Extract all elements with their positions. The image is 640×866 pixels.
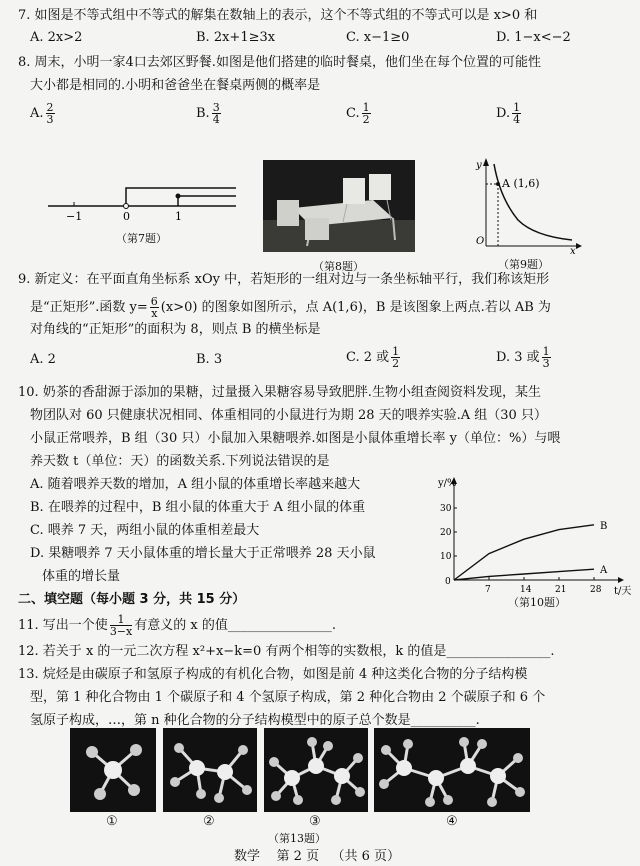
tick-label-zero: 0 [123, 210, 130, 223]
molecule-model-3 [264, 728, 368, 812]
molecule-label-4: ④ [446, 814, 458, 829]
q9-function-graph [472, 158, 582, 254]
q13-stem-line3: 氢原子构成，…，第 n 种化合物的分子结构模型中的原子总个数是__________. [30, 713, 480, 728]
q10-option-d-line2: 体重的增长量 [42, 569, 121, 584]
q8-caption: （第8题） [313, 260, 364, 273]
section-two-title: 二、填空题（每小题 3 分，共 15 分） [18, 592, 246, 607]
q10-option-b: B. 在喂养的过程中，B 组小鼠的体重大于 A 组小鼠的体重 [30, 500, 366, 515]
q13-stem-line2: 型，第 1 种化合物由 1 个碳原子和 4 个氢原子构成，第 2 种化合物由 2 个碳原子和 6 个 [30, 690, 546, 705]
q9-option-d: D. 3 或 $\frac{1}{3}$ [496, 345, 550, 370]
open-point-zero [124, 204, 129, 209]
q8-option-d: D. $\frac{1}{4}$ [496, 101, 521, 126]
q8-stem-line1: 8. 周末，小明一家4口去郊区野餐.如图是他们搭建的临时餐桌，他们坐在每个位置的可能性 [18, 55, 541, 70]
q9-stem-line2: 是“正矩形”.函数 y= $\frac{6}{x}$ (x>0) 的图象如图所示，点 A(1,6)，B 是该图象上两点.若以 AB 为 [30, 295, 551, 320]
y-tick-label: 30 [440, 504, 452, 514]
picnic-table-photo [263, 160, 415, 252]
q9-option-a: A. 2 [30, 352, 56, 367]
molecule-label-2: ② [203, 814, 215, 829]
q9-stem-line3: 对角线的“正矩形”的面积为 8，则点 B 的横坐标是 [30, 322, 321, 337]
q12-text: 12. 若关于 x 的一元二次方程 x²+x−k=0 有两个相等的实数根，k 的值是________________. [18, 644, 555, 659]
x-tick-label: 14 [520, 585, 532, 595]
q10-growth-chart [424, 476, 634, 602]
y-axis-label: y/% [438, 478, 457, 489]
y-tick-label: 20 [440, 528, 452, 538]
q10-option-d-line1: D. 果糖喂养 7 天小鼠体重的增长量大于正常喂养 28 天小鼠 [30, 546, 376, 561]
x-axis-label: t/天 [614, 586, 632, 597]
q7-option-c: C. x−1≥0 [346, 30, 410, 45]
solution-bracket-x-ge-1 [178, 196, 236, 206]
graph-y-label: y [476, 160, 482, 171]
footer-subject: 数学 [234, 849, 261, 864]
q7-option-d: D. 1−x<−2 [496, 30, 571, 45]
q11-text: 11. 写出一个使 $\frac{1}{3-x}$ 有意义的 x 的值________________. [18, 613, 336, 638]
q13-caption: （第13题） [268, 832, 326, 845]
x-tick-label: 28 [590, 585, 602, 595]
molecule-label-3: ③ [309, 814, 321, 829]
solid-point-one [176, 194, 181, 199]
solution-bracket-x-gt-0 [126, 188, 236, 206]
q8-stem-line2: 大小都是相同的.小明和爸爸坐在餐桌两侧的概率是 [30, 78, 321, 93]
q10-stem-line3: 小鼠正常喂养，B 组（30 只）小鼠加入果糖喂养.如图是小鼠体重增长率 y（单位：%）与喂 [30, 431, 561, 446]
q9-stem-line1: 9. 新定义：在平面直角坐标系 xOy 中，若矩形的一组对边与一条坐标轴平行，我们称该矩形 [18, 272, 550, 287]
x-axis-arrow [618, 577, 624, 583]
y-axis-arrow [483, 158, 489, 166]
q9-caption: （第9题） [498, 258, 549, 271]
page-footer [234, 845, 400, 864]
y-tick-label: 10 [440, 552, 452, 562]
graph-x-label: x [570, 246, 576, 254]
q7-option-b: B. 2x+1≥3x [196, 30, 276, 45]
hyperbola-curve [494, 164, 572, 240]
q10-caption: （第10题） [508, 596, 566, 609]
q8-option-b: B. $\frac{3}{4}$ [196, 101, 220, 126]
q9-option-b: B. 3 [196, 352, 223, 367]
q7-number-line-figure [48, 168, 238, 228]
molecule-label-1: ① [106, 814, 118, 829]
q10-stem-line1: 10. 奶茶的香甜源于添加的果糖，过量摄入果糖容易导致肥胖.生物小组查阅资料发现，某生 [18, 385, 541, 400]
q7-option-a: A. 2x>2 [30, 30, 83, 45]
q8-option-c: C. $\frac{1}{2}$ [346, 101, 370, 126]
tick-label-one: 1 [175, 210, 182, 223]
q7-caption: （第7题） [116, 232, 167, 245]
q8-option-a: A. $\frac{2}{3}$ [30, 101, 54, 126]
graph-origin: O [476, 236, 485, 247]
footer-total: （共 6 页） [331, 849, 401, 864]
tick-label-minus-one: −1 [66, 210, 83, 223]
series-label-A: A [600, 565, 608, 577]
origin-label: 0 [445, 577, 451, 587]
point-a-label: A (1,6) [502, 177, 540, 190]
series-line-B [454, 525, 594, 580]
x-tick-label: 7 [485, 585, 491, 595]
footer-page: 第 2 页 [276, 849, 320, 864]
q13-stem-line1: 13. 烷烃是由碳原子和氢原子构成的有机化合物，如图是前 4 种这类化合物的分子结构模 [18, 667, 528, 682]
picnic-table-illustration [263, 160, 415, 252]
q10-option-c: C. 喂养 7 天，两组小鼠的体重相差最大 [30, 523, 260, 538]
molecule-model-4 [374, 728, 530, 812]
series-label-B: B [600, 520, 608, 532]
x-axis-arrow [576, 243, 582, 249]
molecule-model-1 [70, 728, 156, 812]
q9-option-c: C. 2 或 $\frac{1}{2}$ [346, 345, 400, 370]
molecule-model-2 [163, 728, 257, 812]
x-tick-label: 21 [555, 585, 567, 595]
q7-stem: 7. 如图是不等式组中不等式的解集在数轴上的表示，这个不等式组的不等式可以是 x>0 和 [18, 8, 538, 23]
point-a [496, 182, 500, 186]
q10-stem-line4: 养天数 t（单位：天）的函数关系.下列说法错误的是 [30, 454, 330, 469]
q10-stem-line2: 物团队对 60 只健康状况相同、体重相同的小鼠进行为期 28 天的喂养实验.A 组（30 只） [30, 408, 547, 423]
q10-option-a: A. 随着喂养天数的增加，A 组小鼠的体重增长率越来越大 [30, 477, 361, 492]
